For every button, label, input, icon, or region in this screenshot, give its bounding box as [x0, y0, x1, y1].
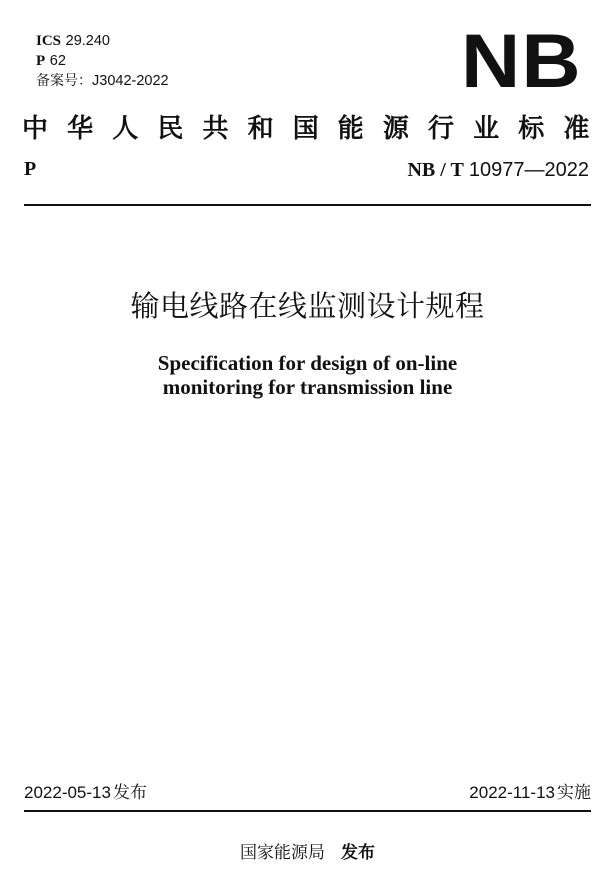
implement-date-word: 实施	[557, 783, 591, 803]
ccs-label: P	[36, 53, 46, 69]
ccs-row	[36, 51, 169, 71]
publisher-name: 国家能源局	[240, 843, 325, 863]
authority-title: 中华人民共和国能源行业标准	[22, 114, 593, 144]
publisher	[0, 841, 615, 865]
title-english-line2: monitoring for transmission line	[162, 375, 453, 399]
standard-num: 10977—2022	[468, 159, 589, 181]
publisher-action: 发布	[341, 843, 375, 863]
record-label: 备案号：	[36, 73, 92, 89]
bottom-divider	[24, 810, 591, 812]
ics-row	[36, 31, 169, 51]
ics-label: ICS	[36, 33, 62, 49]
title-english-line1: Specification for design of on-line	[157, 351, 458, 375]
top-divider	[24, 204, 591, 206]
category-letter: P	[24, 158, 37, 180]
implement-date	[469, 782, 591, 804]
ics-value: 29.240	[65, 33, 110, 49]
title-english	[0, 351, 615, 399]
standard-code: NB / T	[407, 159, 464, 181]
classification-block	[36, 31, 169, 91]
issue-date-word: 发布	[112, 783, 147, 803]
record-value: J3042-2022	[92, 73, 169, 89]
implement-date-value: 2022-11-13	[469, 783, 555, 802]
issue-date-value: 2022-05-13	[24, 783, 111, 802]
standard-number	[407, 157, 589, 184]
issue-date	[24, 782, 147, 804]
ccs-value: 62	[49, 53, 66, 69]
record-row	[36, 71, 169, 91]
nb-logo: NB	[461, 19, 582, 104]
title-chinese: 输电线路在线监测设计规程	[130, 289, 485, 323]
